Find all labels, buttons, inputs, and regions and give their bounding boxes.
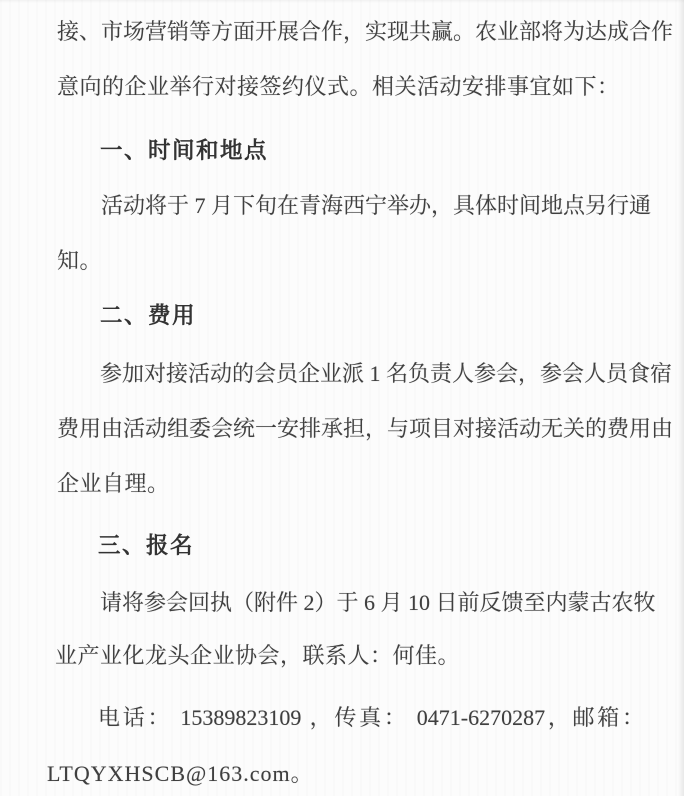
scan-artifact-right-edge <box>678 0 684 796</box>
heading-section-2-fees: 二、费用 <box>100 303 197 328</box>
paragraph-fees-line3: 企业自理。 <box>57 471 170 496</box>
paragraph-cooperation-line2: 意向的企业举行对接签约仪式。相关活动安排事宜如下： <box>57 74 620 99</box>
paragraph-time-line2: 知。 <box>57 248 103 273</box>
scan-artifact-top-edge <box>0 0 684 3</box>
contact-line-email: LTQYXHSCB@163.com。 <box>47 761 314 786</box>
paragraph-registration-line1: 请将参会回执（附件 2）于 6 月 10 日前反馈至内蒙古农牧 <box>100 590 656 615</box>
heading-section-1-time-location: 一、时间和地点 <box>100 138 269 163</box>
contact-line-phone-fax: 电话： 15389823109 ，传真： 0471-6270287，邮箱： <box>98 705 644 730</box>
paragraph-fees-line2: 费用由活动组委会统一安排承担，与项目对接活动无关的费用由 <box>57 416 674 441</box>
paragraph-registration-line2: 业产业化龙头企业协会，联系人：何佳。 <box>55 643 461 668</box>
paragraph-fees-line1: 参加对接活动的会员企业派 1 名负责人参会，参会人员食宿 <box>100 361 673 386</box>
paragraph-cooperation-line1: 接、市场营销等方面开展合作，实现共赢。农业部将为达成合作 <box>57 19 674 44</box>
heading-section-3-registration: 三、报名 <box>98 533 195 558</box>
paragraph-time-line1: 活动将于 7 月下旬在青海西宁举办，具体时间地点另行通 <box>101 193 652 218</box>
